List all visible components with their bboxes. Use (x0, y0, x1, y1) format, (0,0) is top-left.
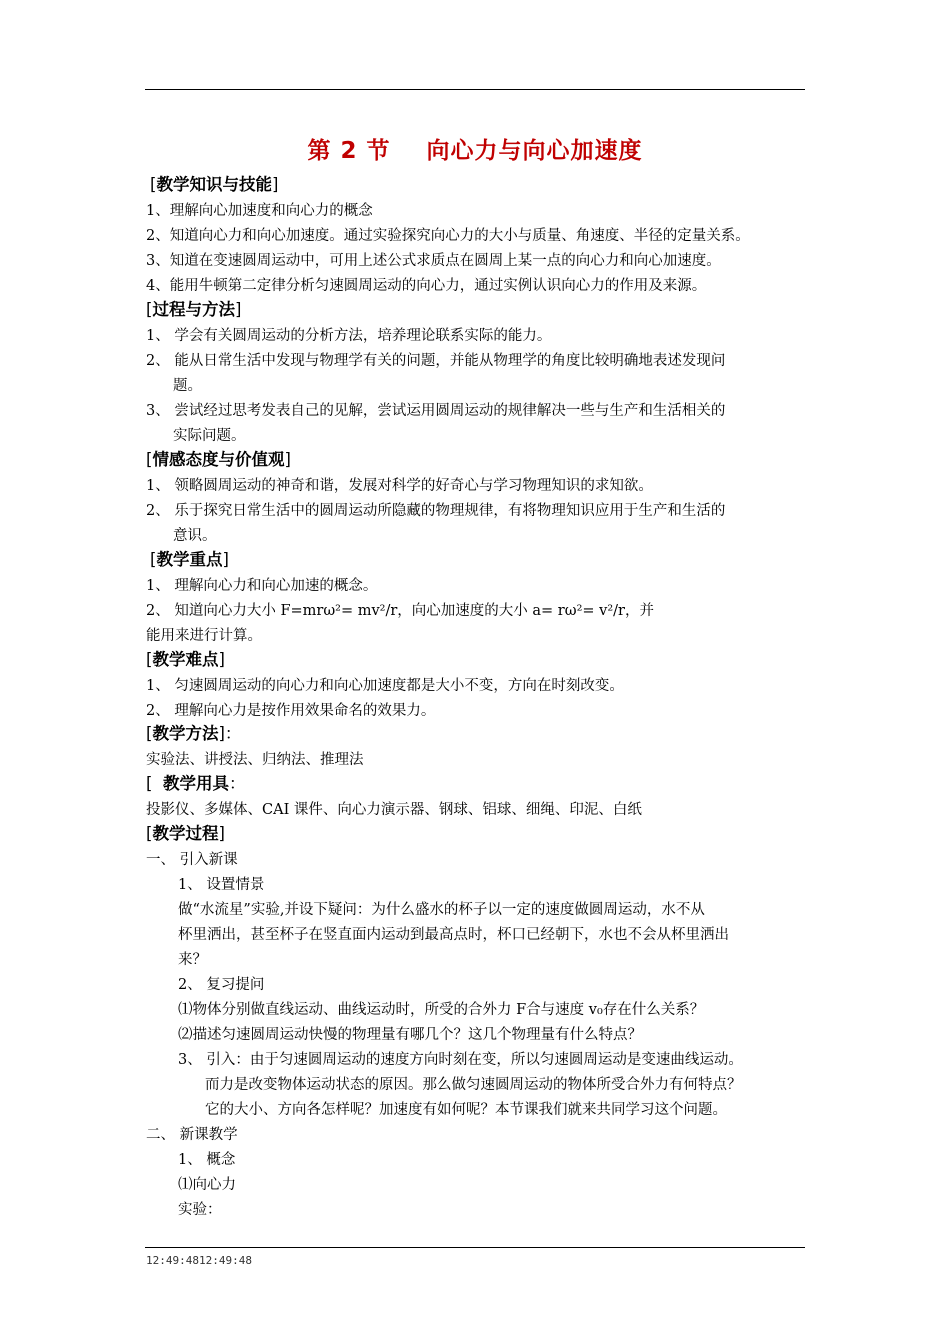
difficulty-item-1: 1、 匀速圆周运动的向心力和向心加速度都是大小不变，方向在时刻改变。 (146, 678, 624, 694)
keypoints-item-2: 2、 知道向心力大小 F=mrω²= mv²/r，向心加速度的大小 a= rω²= v²/r，并 (146, 603, 654, 619)
heading-keypoints: [教学重点] (150, 550, 229, 569)
procedure-step-2: 2、 复习提问 (178, 977, 265, 993)
procedure-experiment: 实验： (178, 1202, 222, 1218)
knowledge-item-3: 3、知道在变速圆周运动中，可用上述公式求质点在圆周上某一点的向心力和向心加速度。 (146, 253, 721, 269)
procedure-text: 它的大小、方向各怎样呢？加速度有如何呢？本节课我们就来共同学习这个问题。 (205, 1102, 727, 1118)
procedure-text: 来？ (178, 952, 207, 968)
procedure-text: 而力是改变物体运动状态的原因。那么做匀速圆周运动的物体所受合外力有何特点？ (205, 1077, 742, 1093)
methods-text: 实验法、讲授法、归纳法、推理法 (146, 752, 364, 768)
procedure-question-1: ⑴物体分别做直线运动、曲线运动时，所受的合外力 F合与速度 v₀存在什么关系？ (178, 1002, 705, 1018)
heading-procedure: [教学过程] (146, 824, 225, 843)
procedure-text: 杯里洒出，甚至杯子在竖直面内运动到最高点时，杯口已经朝下，水也不会从杯里洒出 (178, 927, 729, 943)
process-item-2: 2、 能从日常生活中发现与物理学有关的问题，并能从物理学的角度比较明确地表述发现问 (146, 353, 726, 369)
keypoints-item-2-cont: 能用来进行计算。 (146, 628, 262, 644)
process-item-1: 1、 学会有关圆周运动的分析方法，培养理论联系实际的能力。 (146, 328, 552, 344)
heading-tools: [ 教学用具： (146, 774, 246, 793)
difficulty-item-2: 2、 理解向心力是按作用效果命名的效果力。 (146, 703, 436, 719)
knowledge-item-2: 2、知道向心力和向心加速度。通过实验探究向心力的大小与质量、角速度、半径的定量关系。 (146, 228, 750, 244)
emotion-item-2: 2、 乐于探究日常生活中的圆周运动所隐藏的物理规律，有将物理知识应用于生产和生活的 (146, 503, 726, 519)
heading-emotion: [情感态度与价值观] (146, 450, 291, 469)
procedure-question-2: ⑵描述匀速圆周运动快慢的物理量有哪几个？这几个物理量有什么特点？ (178, 1027, 642, 1043)
procedure-text: 做“水流星”实验,并设下疑问：为什么盛水的杯子以一定的速度做圆周运动，水不从 (178, 902, 705, 918)
process-item-2-cont: 题。 (173, 378, 202, 394)
footer-rule (145, 1247, 805, 1248)
procedure-concept: 1、 概念 (178, 1152, 236, 1168)
procedure-centripetal-force: ⑴向心力 (178, 1177, 236, 1193)
heading-methods: [教学方法]： (146, 724, 242, 743)
page-title: 第 2 节 向心力与向心加速度 (307, 138, 643, 164)
process-item-3: 3、 尝试经过思考发表自己的见解，尝试运用圆周运动的规律解决一些与生产和生活相关的 (146, 403, 726, 419)
footer-timestamp: 12:49:4812:49:48 (146, 1254, 252, 1267)
procedure-step-3: 3、 引入：由于匀速圆周运动的速度方向时刻在变，所以匀速圆周运动是变速曲线运动。 (178, 1052, 743, 1068)
heading-process: [过程与方法] (146, 300, 242, 319)
heading-knowledge: [教学知识与技能] (150, 175, 279, 194)
procedure-part-1: 一、 引入新课 (146, 852, 238, 868)
knowledge-item-4: 4、能用牛顿第二定律分析匀速圆周运动的向心力，通过实例认识向心力的作用及来源。 (146, 278, 707, 294)
knowledge-item-1: 1、理解向心加速度和向心力的概念 (146, 203, 373, 219)
process-item-3-cont: 实际问题。 (173, 428, 246, 444)
header-rule (145, 89, 805, 90)
procedure-step-1: 1、 设置情景 (178, 877, 265, 893)
procedure-part-2: 二、 新课教学 (146, 1127, 238, 1143)
heading-difficulty: [教学难点] (146, 650, 225, 669)
emotion-item-2-cont: 意识。 (173, 528, 217, 544)
emotion-item-1: 1、 领略圆周运动的神奇和谐，发展对科学的好奇心与学习物理知识的求知欲。 (146, 478, 653, 494)
tools-text: 投影仪、多媒体、CAI 课件、向心力演示器、钢球、铝球、细绳、印泥、白纸 (146, 802, 642, 818)
keypoints-item-1: 1、 理解向心力和向心加速的概念。 (146, 578, 378, 594)
